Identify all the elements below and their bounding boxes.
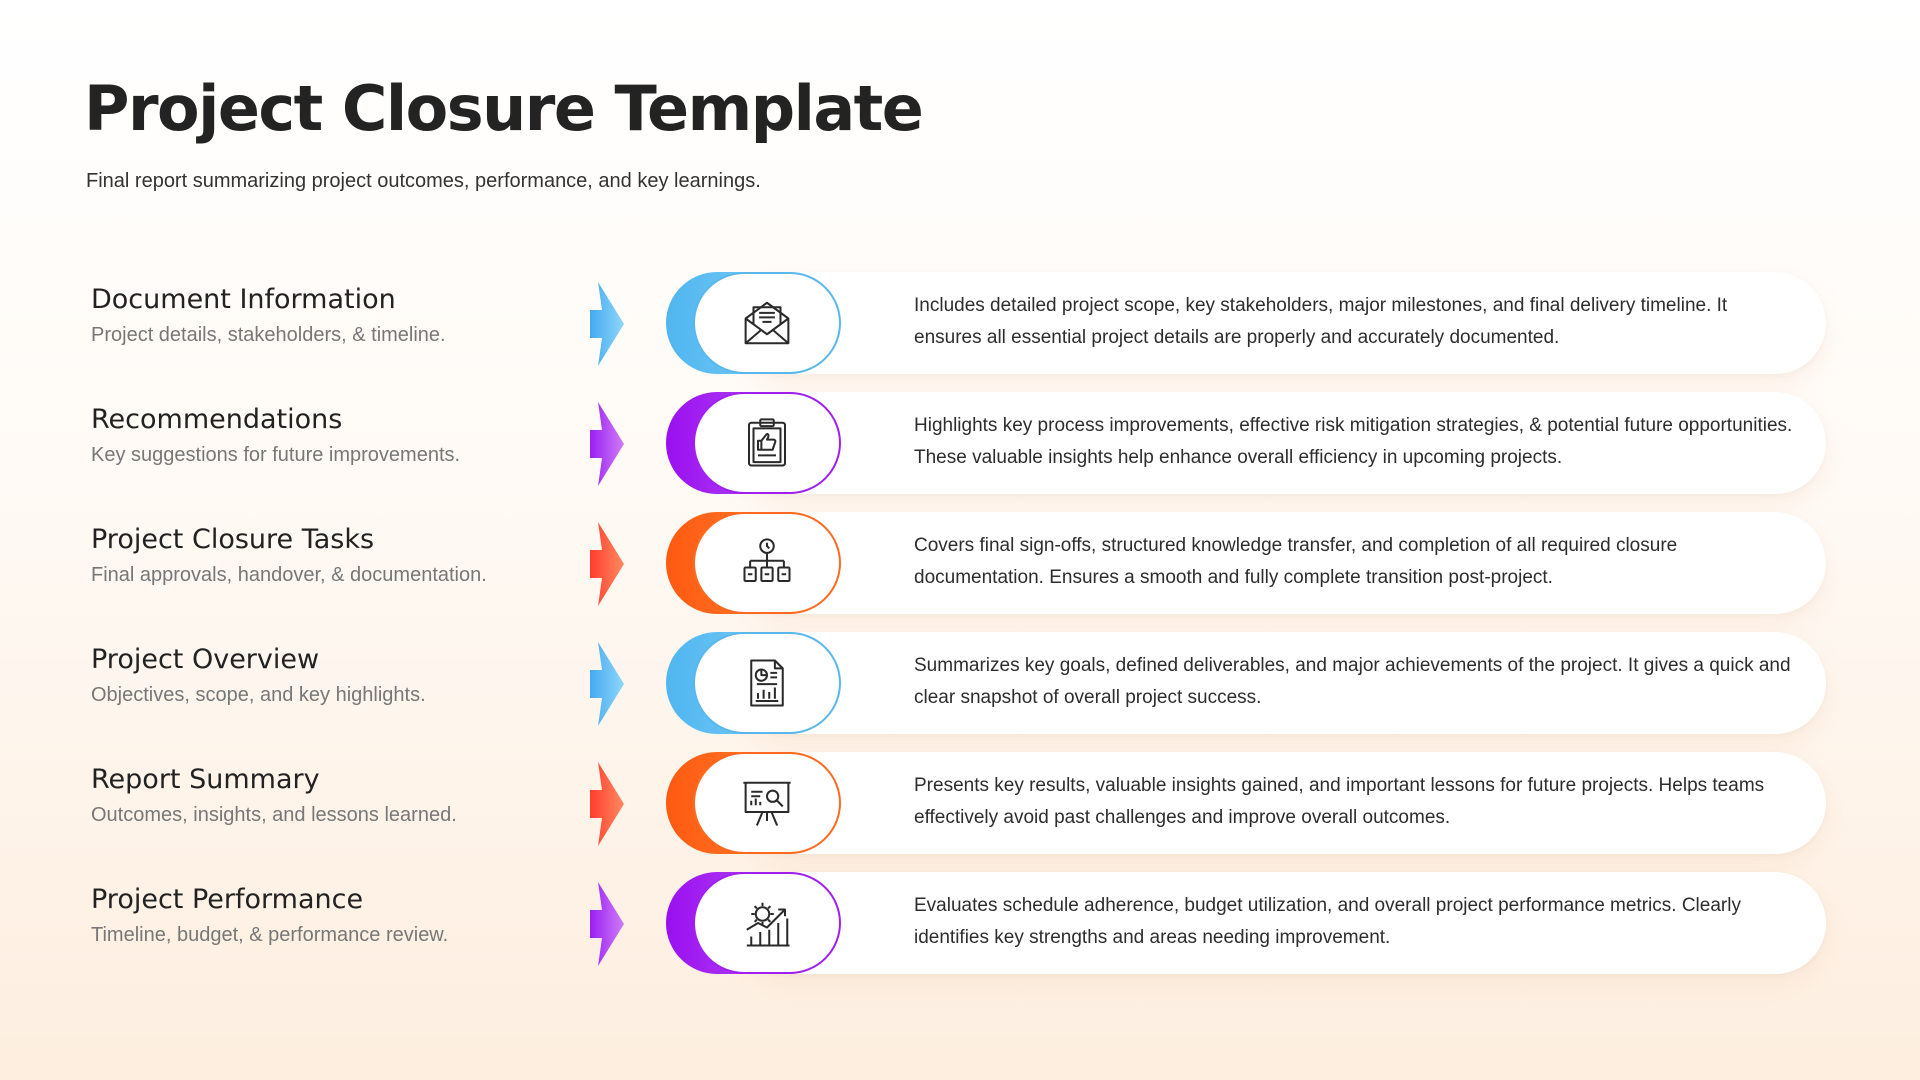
envelope-document-icon	[740, 296, 794, 350]
section-description: Evaluates schedule adherence, budget utilization, and overall project performance metrics. Clearly identifies key strengths and areas needing improvement.	[914, 895, 1741, 948]
page-title: Project Closure Template	[84, 72, 923, 145]
section-row-document-information	[0, 272, 1920, 378]
description-card	[736, 632, 1826, 734]
section-row-recommendations	[0, 392, 1920, 498]
arrow-right-icon	[590, 762, 624, 846]
section-description: Presents key results, valuable insights gained, and important lessons for future projects. Helps teams effectively avoid past challenges and improve overall outcomes.	[914, 775, 1765, 828]
section-subtitle: Timeline, budget, & performance review.	[91, 924, 449, 946]
section-subtitle: Final approvals, handover, & documentation.	[91, 564, 487, 586]
section-title: Project Closure Tasks	[91, 524, 375, 555]
section-subtitle: Objectives, scope, and key highlights.	[91, 684, 426, 706]
section-row-project-performance	[0, 872, 1920, 978]
section-description: Covers final sign-offs, structured knowledge transfer, and completion of all required closure documentation. Ensures a smooth and fully complete transition post-project.	[914, 535, 1678, 588]
arrow-right-icon	[590, 882, 624, 966]
description-card	[736, 272, 1826, 374]
icon-badge	[693, 272, 841, 374]
gear-bar-chart-icon	[740, 896, 794, 950]
clipboard-thumbs-up-icon	[740, 416, 794, 470]
icon-badge	[693, 872, 841, 974]
section-row-project-closure-tasks	[0, 512, 1920, 618]
section-description: Highlights key process improvements, effective risk mitigation strategies, & potential future opportunities. These valuable insights help enhance overall efficiency in upcoming projects.	[914, 415, 1793, 468]
section-title: Project Performance	[91, 884, 364, 915]
section-subtitle: Project details, stakeholders, & timeline.	[91, 324, 446, 346]
section-subtitle: Outcomes, insights, and lessons learned.	[91, 804, 457, 826]
icon-badge	[693, 752, 841, 854]
section-title: Report Summary	[91, 764, 320, 795]
description-card	[736, 392, 1826, 494]
section-row-report-summary	[0, 752, 1920, 858]
presentation-board-icon	[740, 776, 794, 830]
arrow-right-icon	[590, 642, 624, 726]
icon-badge	[693, 632, 841, 734]
description-card	[736, 512, 1826, 614]
section-title: Project Overview	[91, 644, 320, 675]
section-row-project-overview	[0, 632, 1920, 738]
hierarchy-clock-icon	[740, 536, 794, 590]
section-description: Includes detailed project scope, key stakeholders, major milestones, and final delivery timeline. It ensures all essential project details are properly and accurately documented.	[914, 295, 1728, 348]
description-card	[736, 872, 1826, 974]
arrow-right-icon	[590, 282, 624, 366]
section-subtitle: Key suggestions for future improvements.	[91, 444, 461, 466]
section-title: Recommendations	[91, 404, 343, 435]
report-document-icon	[740, 656, 794, 710]
arrow-right-icon	[590, 402, 624, 486]
icon-badge	[693, 392, 841, 494]
icon-badge	[693, 512, 841, 614]
section-description: Summarizes key goals, defined deliverables, and major achievements of the project. It gives a quick and clear snapshot of overall project success.	[914, 655, 1791, 708]
description-card	[736, 752, 1826, 854]
arrow-right-icon	[590, 522, 624, 606]
page-subtitle: Final report summarizing project outcomes, performance, and key learnings.	[86, 170, 761, 192]
section-title: Document Information	[91, 284, 396, 315]
